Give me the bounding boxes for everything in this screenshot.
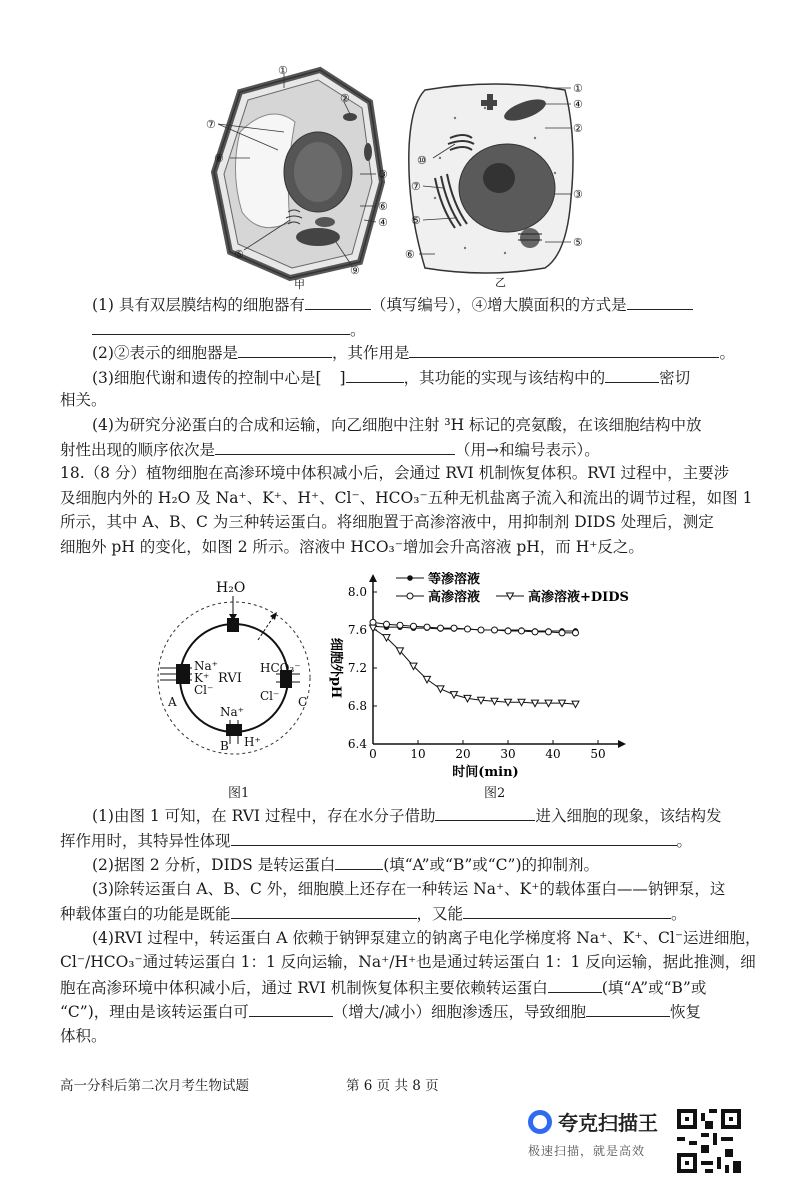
data-point-hypertonic [465,626,471,632]
figure2-caption: 图2 [484,786,506,801]
label-6-jia: ⑥ [378,200,388,213]
ion-a-na: Na⁺ [194,659,218,673]
answer-blank[interactable] [335,853,383,870]
label-3-jia: ③ [378,168,388,181]
q17-p3-text-e: 相关。 [60,391,107,409]
ion-c-hco3: HCO₃⁻ [260,661,301,675]
q18-s3-text-b: 种载体蛋白的功能是既能 [60,905,231,923]
q18-s4-text-h: 体积。 [60,1027,107,1045]
q17-p4-text-b: 射性出现的顺序依次是 [60,441,216,459]
x-tick-label: 50 [590,747,606,761]
q17-p1-text-a: (1) 具有双层膜结构的细胞器有 [92,296,305,314]
data-point-hypertonic [573,630,579,636]
q18-s4-text-g: 恢复 [670,1003,702,1021]
transporter-a-label: A [168,695,177,709]
label-3-yi: ③ [573,188,583,201]
footer-page-number: 第 6 页 共 8 页 [346,1078,439,1094]
q17-p2-end: 。 [719,344,735,362]
q18-s1-text-c: 挥作用时，其特异性体现 [60,832,231,850]
answer-blank[interactable] [231,829,677,846]
label-2-jia: ② [340,92,350,105]
y-axis-arrow [369,574,377,582]
label-8-jia: ⑧ [214,152,224,165]
label-6-yi: ⑥ [405,248,415,261]
answer-blank[interactable] [215,438,455,455]
q18-intro-1: 18.（8 分）植物细胞在高渗环境中体积减小后，会通过 RVI 机制恢复体积。RVI 过程中，主要涉 [60,464,730,482]
q17-p3-text-c: ，其功能的实现与该结构中的 [403,369,606,387]
data-point-hypertonic [397,622,403,628]
q17-p4-text-c: （用→和编号表示）。 [455,441,600,459]
answer-blank[interactable] [627,293,693,310]
q18-s4-text-f: （增大/减小）细胞渗透压，导致细胞 [332,1003,586,1021]
q18-s1-line1 [92,804,752,827]
answer-blank[interactable] [346,366,404,383]
figure1-rvi-diagram [150,574,326,774]
y-axis-label: 细胞外pH [328,637,343,699]
q18-s4-text-b: Cl⁻/HCO₃⁻通过转运蛋白 1：1 反向运输，Na⁺/H⁺也是通过转运蛋白 1：1 反向运输，据此推测，细 [60,953,756,971]
x-tick-label: 40 [545,747,561,761]
label-1-yi: ① [573,82,583,95]
q18-intro-line4 [60,536,752,558]
data-point-isotonic [407,575,413,581]
q17-p4-text-a: (4)为研究分泌蛋白的合成和运输，向乙细胞中注射 ³H 标记的亮氨酸，在该细胞结构中放 [92,416,702,434]
data-point-hypertonic [438,625,444,631]
data-point-hypertonic-dids [424,676,431,683]
x-axis-arrow [618,740,626,748]
data-point-hypertonic [407,593,413,599]
data-point-hypertonic [519,628,525,634]
data-point-hypertonic [451,625,457,631]
q17-part2 [92,341,752,364]
h2o-label: H₂O [216,580,246,596]
q17-p1-end: 。 [350,321,366,339]
q17-p1-text-b: （填写编号），④增大膜面积的方式是 [370,296,627,314]
scanner-brand: 夸克扫描王 [558,1111,658,1135]
qr-code-icon [677,1109,741,1173]
q18-s1-end: 。 [676,832,693,850]
q18-s4-line2 [60,951,756,973]
answer-blank[interactable] [92,318,350,335]
q18-intro-line3 [60,511,752,533]
data-point-hypertonic-dids [437,686,444,693]
y-tick-label: 6.8 [347,699,367,713]
label-10-yi: ⑩ [417,154,427,167]
q17-part1-line2 [92,318,752,341]
rvi-label: RVI [218,671,242,686]
q18-s4-line4 [60,1000,752,1023]
cell-diagram-yi [395,78,600,290]
y-tick-label: 7.2 [347,661,367,675]
q18-s4-line5 [60,1025,752,1047]
label-9-jia: ⑨ [350,264,360,277]
scanner-watermark [528,1107,658,1159]
answer-blank[interactable] [548,976,602,993]
q18-s4-line3 [60,976,752,999]
data-point-hypertonic [478,627,484,633]
transporter-b-label: B [220,739,229,753]
ion-b-na: Na⁺ [220,705,244,719]
legend-label: 高渗溶液+DIDS [528,590,629,605]
y-tick-label: 6.4 [347,737,367,751]
transporter-c-label: C [298,695,308,709]
q18-s3-end: 。 [671,905,687,923]
ion-a-cl: Cl⁻ [194,683,214,697]
q18-intro-2: 及细胞内外的 H₂O 及 Na⁺、K⁺、H⁺、Cl⁻、HCO₃⁻五种无机盐离子流入和流出的调节过程，如图 1 [60,489,753,507]
legend-label: 高渗溶液 [428,590,481,605]
q18-s2 [92,853,752,876]
answer-blank[interactable] [231,902,417,919]
q18-intro-4: 细胞外 pH 的变化，如图 2 所示。溶液中 HCO₃⁻增加会升高溶液 pH，而 H⁺反之。 [60,538,644,556]
q18-s3-text-a: (3)除转运蛋白 A、B、C 外，细胞膜上还存在一种转运 Na⁺、K⁺的载体蛋白——钠钾泵，这 [92,880,726,898]
figure1-caption: 图1 [228,786,250,801]
answer-blank[interactable] [605,366,659,383]
label-4-jia: ④ [378,216,388,229]
data-point-hypertonic [384,621,390,627]
q18-s3-line1 [92,878,752,900]
answer-blank[interactable] [305,293,371,310]
label-5-jia: ⑤ [234,248,244,261]
q18-s4-line1 [92,927,761,949]
caption-yi: 乙 [495,276,506,289]
answer-blank[interactable] [586,1000,670,1017]
q18-s3-text-c: ，又能 [416,905,464,923]
q18-intro-line2 [60,487,752,509]
answer-blank[interactable] [249,1000,333,1017]
q17-p3-text-d: 密切 [659,369,691,387]
series-line-hypertonic-dids [373,628,576,704]
q17-p3-text-b: ] [339,369,346,387]
data-point-hypertonic [532,629,538,635]
x-tick-label: 10 [410,747,426,761]
q17-p2-text-a: (2)②表示的细胞器是 [92,344,238,362]
footer-exam-title: 高一分科后第二次月考生物试题 [60,1078,249,1094]
quark-logo-icon [528,1110,552,1134]
legend-label: 等渗溶液 [428,572,481,587]
q18-s4-text-c: 胞在高渗环境中体积减小后，通过 RVI 机制恢复体积主要依赖转运蛋白 [60,979,548,997]
ion-a-k: K⁺ [194,671,210,685]
data-point-hypertonic [559,630,565,636]
label-2-yi: ② [573,122,583,135]
data-point-hypertonic [370,619,376,625]
data-point-hypertonic-dids [370,625,377,632]
q17-part1-line1 [92,293,752,316]
scanner-slogan: 极速扫描，就是高效 [528,1144,646,1158]
label-7-jia: ⑦ [206,118,216,131]
q18-intro-line1 [60,462,752,484]
q18-s2-text-b: (填“A”或“B”或“C”)的抑制剂。 [383,856,600,874]
answer-blank[interactable] [409,341,719,358]
x-axis-label: 时间(min) [452,765,519,780]
data-point-hypertonic [411,623,417,629]
x-tick-label: 0 [369,747,377,761]
data-point-hypertonic [492,627,498,633]
q18-intro-3: 所示，其中 A、B、C 为三种转运蛋白。将细胞置于高渗溶液中，用抑制剂 DIDS 处理后，测定 [60,513,714,531]
q18-s4-text-a: (4)RVI 过程中，转运蛋白 A 依赖于钠钾泵建立的钠离子电化学梯度将 Na⁺、K⁺、Cl⁻运进细胞， [92,929,761,947]
data-point-hypertonic [546,629,552,635]
label-5-yi-left: ⑤ [411,214,421,227]
answer-blank[interactable] [463,902,671,919]
q18-s4-text-e: “C”)，理由是该转运蛋白可 [60,1003,249,1021]
answer-blank[interactable] [238,341,332,358]
ion-c-cl: Cl⁻ [260,689,280,703]
series-line-isotonic [373,626,576,631]
q18-s1-text-b: 进入细胞的现象，该结构发 [535,807,722,825]
q17-part4-line2 [60,438,752,461]
q17-part3-line2 [60,389,752,411]
y-tick-label: 7.6 [347,623,367,637]
data-point-hypertonic [424,624,430,630]
label-7-yi: ⑦ [411,180,421,193]
label-5-yi-right: ⑤ [573,236,583,249]
q17-p2-text-b: ，其作用是 [331,344,410,362]
q18-s2-text-a: (2)据图 2 分析，DIDS 是转运蛋白 [92,856,336,874]
y-tick-label: 8.0 [347,585,367,599]
label-1-jia: ① [278,64,288,77]
figure2-ph-chart [318,572,638,790]
q17-part3-line1 [92,366,752,389]
q18-s1-line2 [60,829,752,852]
q18-s3-line2 [60,902,752,925]
q18-s4-text-d: (填“A”或“B”或 [601,979,707,997]
ion-b-h: H⁺ [244,735,261,749]
answer-blank[interactable] [435,804,535,821]
x-tick-label: 20 [455,747,471,761]
x-tick-label: 30 [500,747,516,761]
q17-p3-text-a: (3)细胞代谢和遗传的控制中心是[ [92,369,322,387]
q18-s1-text-a: (1)由图 1 可知，在 RVI 过程中，存在水分子借助 [92,807,436,825]
cell-diagram-jia [200,62,400,292]
q17-part4-line1 [92,414,752,436]
label-4-yi: ④ [573,98,583,111]
data-point-hypertonic [505,628,511,634]
caption-jia: 甲 [294,278,305,291]
